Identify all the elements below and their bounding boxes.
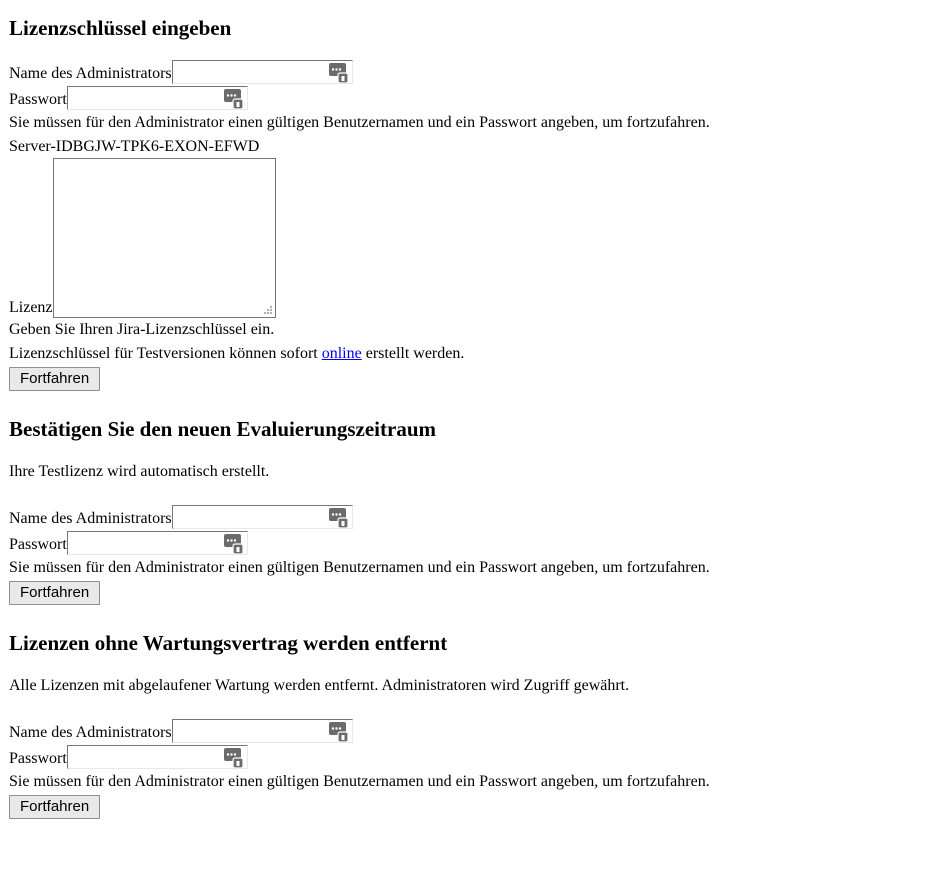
license-label: Lizenz [9,299,53,317]
password-manager-icon[interactable] [329,63,349,83]
password-label: Passwort [9,536,67,554]
admin-name-field[interactable] [172,719,353,743]
license-key-textarea[interactable] [54,159,275,317]
unmaintained-licenses-section [9,631,933,819]
password-field[interactable] [67,531,248,555]
license-key-heading: Lizenzschlüssel eingeben [9,16,232,40]
admin-name-row [9,717,933,743]
admin-name-input[interactable] [173,506,352,528]
password-row [9,743,933,769]
password-input[interactable] [68,87,247,109]
password-label: Passwort [9,91,67,109]
password-manager-icon[interactable] [224,89,244,109]
resize-grip-icon[interactable] [261,303,273,315]
admin-name-field[interactable] [172,505,353,529]
password-manager-icon[interactable] [224,748,244,768]
admin-name-field[interactable] [172,60,353,84]
trial-text-after: erstellt werden. [361,345,465,363]
continue-button[interactable]: Fortfahren [9,367,100,391]
credentials-hint: Sie müssen für den Administrator einen gültigen Benutzernamen und ein Passwort angeben, um fortzufahren. [9,773,710,791]
license-help-block [9,318,933,366]
admin-name-input[interactable] [173,61,352,83]
password-label: Passwort [9,750,67,768]
admin-name-row [9,58,933,84]
server-id: Server-IDBGJW-TPK6-EXON-EFWD [9,138,260,156]
admin-name-label: Name des Administrators [9,65,172,83]
unmaintained-licenses-info: Alle Lizenzen mit abgelaufener Wartung werden entfernt. Administratoren wird Zugriff gewährt. [9,677,630,695]
password-row [9,529,933,555]
credentials-hint: Sie müssen für den Administrator einen gültigen Benutzernamen und ein Passwort angeben, um fortzufahren. [9,114,710,132]
continue-button[interactable]: Fortfahren [9,795,100,819]
password-row [9,84,933,110]
admin-name-row [9,503,933,529]
unmaintained-licenses-heading: Lizenzen ohne Wartungsvertrag werden entfernt [9,631,448,656]
evaluation-info: Ihre Testlizenz wird automatisch erstellt. [9,463,270,481]
trial-text-before: Lizenzschlüssel für Testversionen können sofort [9,345,322,363]
password-input[interactable] [68,532,247,554]
password-input[interactable] [68,746,247,768]
password-manager-icon[interactable] [329,508,349,528]
evaluation-section [9,417,933,605]
admin-name-label: Name des Administrators [9,724,172,742]
license-row [9,158,933,318]
password-field[interactable] [67,745,248,769]
evaluation-heading: Bestätigen Sie den neuen Evaluierungszeitraum [9,417,437,442]
admin-name-label: Name des Administrators [9,510,172,528]
password-manager-icon[interactable] [329,722,349,742]
trial-license-text [9,342,933,366]
password-field[interactable] [67,86,248,110]
online-link[interactable]: online [321,345,362,363]
admin-name-input[interactable] [173,720,352,742]
license-key-textarea-wrapper[interactable] [53,158,276,318]
license-help-text: Geben Sie Ihren Jira-Lizenzschlüssel ein. [9,321,275,339]
credentials-hint: Sie müssen für den Administrator einen gültigen Benutzernamen und ein Passwort angeben, um fortzufahren. [9,559,710,577]
password-manager-icon[interactable] [224,534,244,554]
continue-button[interactable]: Fortfahren [9,581,100,605]
license-key-section [9,0,933,391]
